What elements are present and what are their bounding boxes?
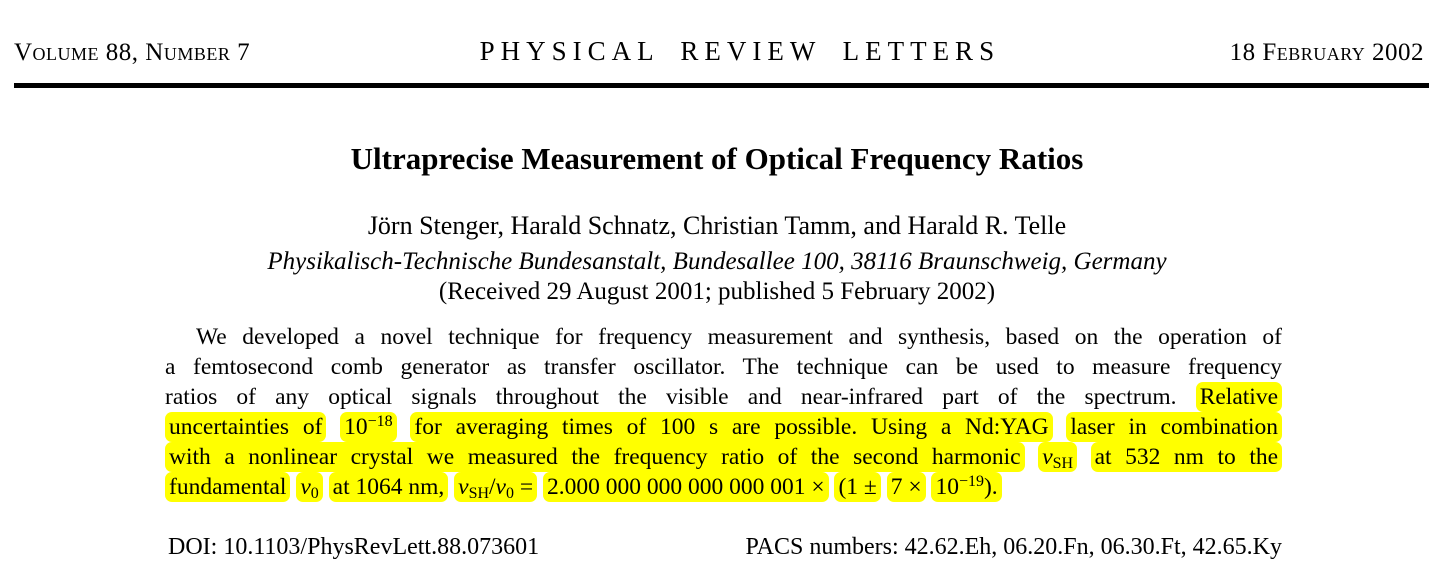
highlighted-text bbox=[165, 442, 1025, 472]
highlighted-text bbox=[329, 472, 449, 502]
author-list: Jörn Stenger, Harald Schnatz, Christian Tamm, and Harald R. Telle bbox=[367, 211, 1067, 240]
highlighted-text bbox=[296, 472, 322, 502]
abstract bbox=[165, 322, 1282, 502]
text-run: ν bbox=[495, 474, 506, 500]
highlighted-text bbox=[1091, 442, 1282, 472]
abstract-line bbox=[165, 382, 1282, 412]
abstract-line bbox=[165, 472, 1282, 502]
text-run: laser in combination bbox=[1070, 414, 1279, 440]
text-run: at 1064 nm, bbox=[332, 474, 445, 500]
text-run: −19 bbox=[958, 473, 984, 491]
text-run: ν bbox=[458, 474, 469, 500]
text-run: uncertainties of bbox=[169, 414, 323, 440]
abstract-line bbox=[165, 442, 1282, 472]
highlighted-text bbox=[340, 412, 396, 442]
masthead bbox=[14, 36, 1424, 67]
highlighted-text bbox=[165, 472, 290, 502]
highlighted-text bbox=[410, 412, 1052, 442]
text-run: −18 bbox=[367, 413, 393, 431]
text-run: ). bbox=[983, 474, 998, 500]
highlighted-text bbox=[1038, 442, 1077, 472]
highlighted-text bbox=[834, 472, 880, 502]
highlighted-text bbox=[1196, 382, 1282, 412]
pacs-text: PACS numbers: 42.62.Eh, 06.20.Fn, 06.30.Ft, 42.65.Ky bbox=[745, 534, 1282, 560]
text-run: / bbox=[489, 474, 496, 500]
text-run: 7 × bbox=[890, 474, 922, 500]
text-run: 2.000 000 000 000 000 001 × bbox=[546, 474, 825, 500]
received-published-line: (Received 29 August 2001; published 5 February 2002) bbox=[438, 278, 996, 305]
highlighted-text bbox=[454, 472, 537, 502]
issue-date: 18 February 2002 bbox=[1229, 39, 1424, 66]
affiliation: Physikalisch-Technische Bundesanstalt, Bundesallee 100, 38116 Braunschweig, Germany bbox=[267, 248, 1167, 275]
abstract-line bbox=[165, 322, 1282, 352]
text-run: SH bbox=[1052, 455, 1074, 473]
abstract-text bbox=[165, 384, 1177, 410]
abstract-line bbox=[165, 352, 1282, 382]
text-run: for averaging times of 100 s are possible. Using a Nd:YAG bbox=[414, 414, 1049, 440]
doi-pacs-line bbox=[168, 534, 1282, 561]
text-run: 10 bbox=[935, 474, 959, 500]
text-run: at 532 nm to the bbox=[1094, 444, 1279, 470]
text-run: We developed a novel technique for frequency measurement and synthesis, based on the operation of bbox=[196, 324, 1282, 350]
highlighted-text bbox=[931, 472, 1001, 502]
text-run: = bbox=[513, 474, 534, 500]
text-run: ν bbox=[300, 474, 311, 500]
abstract-text bbox=[165, 354, 1282, 380]
text-run: ratios of any optical signals throughout the visible and near-infrared part of the spectrum. bbox=[165, 384, 1177, 410]
masthead-rule bbox=[14, 83, 1429, 88]
text-run: 0 bbox=[310, 485, 319, 503]
highlighted-text bbox=[165, 412, 326, 442]
article-title: Ultraprecise Measurement of Optical Frequency Ratios bbox=[350, 141, 1084, 176]
volume-issue-label: Volume 88, Number 7 bbox=[14, 39, 251, 66]
text-run: with a nonlinear crystal we measured the frequency ratio of the second harmonic bbox=[169, 444, 1021, 470]
text-run: 0 bbox=[505, 485, 514, 503]
text-run: fundamental bbox=[169, 474, 287, 500]
journal-name: PHYSICAL REVIEW LETTERS bbox=[479, 36, 1001, 66]
doi-text: DOI: 10.1103/PhysRevLett.88.073601 bbox=[168, 534, 540, 560]
highlighted-text bbox=[887, 472, 926, 502]
highlighted-text bbox=[543, 472, 829, 502]
text-run: a femtosecond comb generator as transfer oscillator. The technique can be used to measure frequency bbox=[165, 354, 1282, 380]
text-run: (1 ± bbox=[838, 474, 877, 500]
highlighted-text bbox=[1066, 412, 1282, 442]
text-run: Relative bbox=[1199, 384, 1279, 410]
abstract-line bbox=[165, 412, 1282, 442]
text-run: 10 bbox=[344, 414, 368, 440]
text-run: ν bbox=[1042, 444, 1053, 470]
text-run: SH bbox=[468, 485, 489, 503]
abstract-text bbox=[196, 324, 1282, 350]
